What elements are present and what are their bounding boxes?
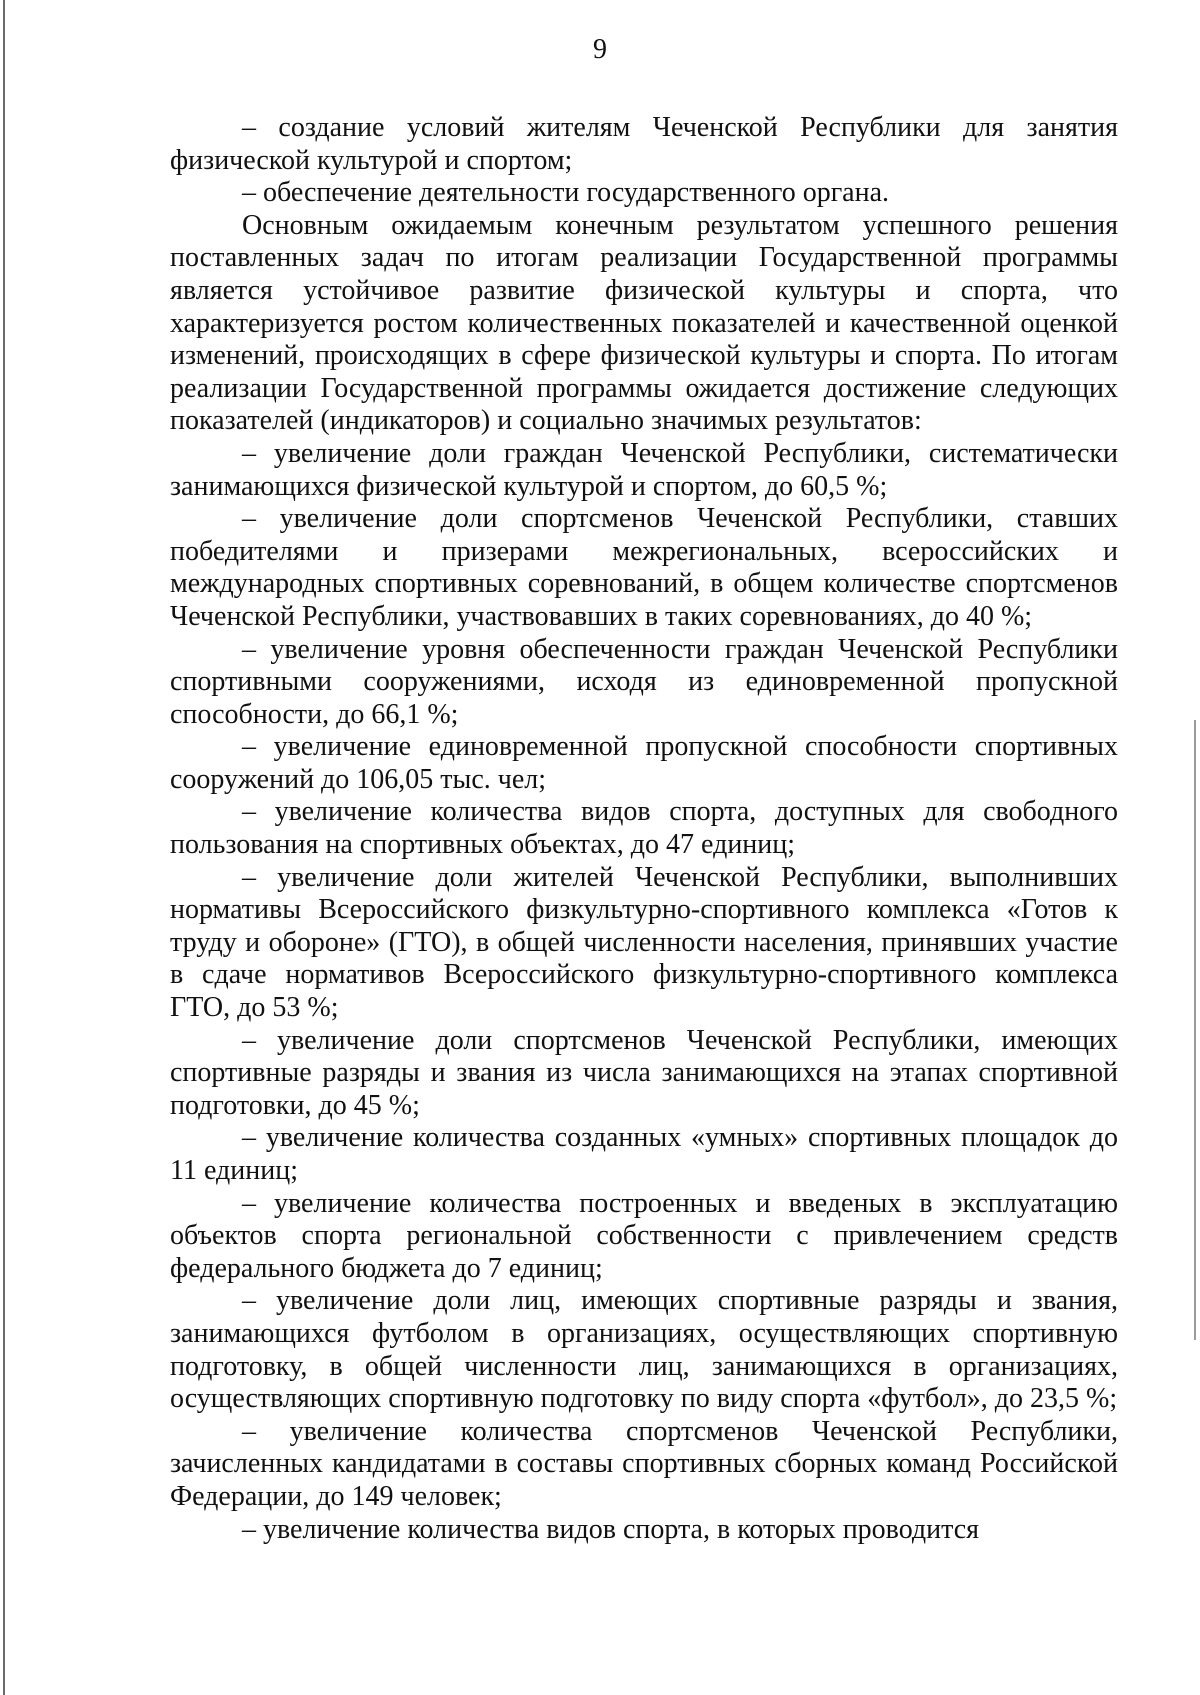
- list-item-indicator: – увеличение количества созданных «умных» спортивных площадок до 11 единиц;: [170, 1122, 1118, 1186]
- list-item-indicator: – увеличение доли спортсменов Чеченской Республики, имеющих спортивные разряды и звания из числа занимающихся на этапах спортивной подготовки, до 45 %;: [170, 1024, 1118, 1121]
- list-item-indicator: – увеличение доли лиц, имеющих спортивные разряды и звания, занимающихся футболом в организациях, осуществляющих спортивную подготовку, в общей численности лиц, занимающихся в организациях, осуществляющих спортивную подготовку по виду спорта «футбол», до 23,5 %;: [170, 1285, 1118, 1415]
- list-item-indicator: – увеличение количества спортсменов Чеченской Республики, зачисленных кандидатами в составы спортивных сборных команд Российской Федерации, до 149 человек;: [170, 1415, 1118, 1512]
- list-item-indicator: – увеличение количества видов спорта, доступных для свободного пользования на спортивных объектах, до 47 единиц;: [170, 796, 1118, 861]
- list-item-indicator: – увеличение доли граждан Чеченской Республики, систематически занимающихся физической культурой и спортом, до 60,5 %;: [170, 437, 1118, 502]
- list-item-indicator: – увеличение количества построенных и введеных в эксплуатацию объектов спорта региональной собственности с привлечением средств федерального бюджета до 7 единиц;: [170, 1187, 1118, 1284]
- list-item-indicator: – увеличение доли спортсменов Чеченской Республики, ставших победителями и призерами межрегиональных, всероссийских и международных спортивных соревнований, в общем количестве спортсменов Чеченской Республики, участвовавших в таких соревнованиях, до 40 %;: [170, 503, 1118, 632]
- paragraph-task-conditions: – создание условий жителям Чеченской Республики для занятия физической культурой и спортом;: [170, 112, 1118, 176]
- page-number: 9: [593, 34, 607, 65]
- paragraph-task-state-body: – обеспечение деятельности государственного органа.: [242, 177, 890, 209]
- list-item-indicator: – увеличение количества видов спорта, в которых проводится: [242, 1513, 980, 1545]
- list-item-indicator: – увеличение доли жителей Чеченской Республики, выполнивших нормативы Всероссийского физкультурно-спортивного комплекса «Готов к труду и обороне» (ГТО), в общей численности населения, принявших участие в сдаче нормативов Всероссийского физкультурно-спортивного комплекса ГТО, до 53 %;: [170, 861, 1118, 1024]
- document-body: [170, 112, 1118, 1546]
- list-item-indicator: – увеличение уровня обеспеченности граждан Чеченской Республики спортивными сооружениями, исходя из единовременной пропускной способности, до 66,1 %;: [170, 633, 1118, 730]
- paragraph-expected-results: Основным ожидаемым конечным результатом успешного решения поставленных задач по итогам реализации Государственной программы является устойчивое развитие физической культуры и спорта, что характеризуется ростом количественных показателей и качественной оценкой изменений, происходящих в сфере физической культуры и спорта. По итогам реализации Государственной программы ожидается достижение следующих показателей (индикаторов) и социально значимых результатов:: [170, 209, 1118, 437]
- scan-edge-right: [1194, 720, 1196, 1340]
- list-item-indicator: – увеличение единовременной пропускной способности спортивных сооружений до 106,05 тыс. чел;: [170, 731, 1118, 795]
- scan-edge-left: [3, 0, 5, 1695]
